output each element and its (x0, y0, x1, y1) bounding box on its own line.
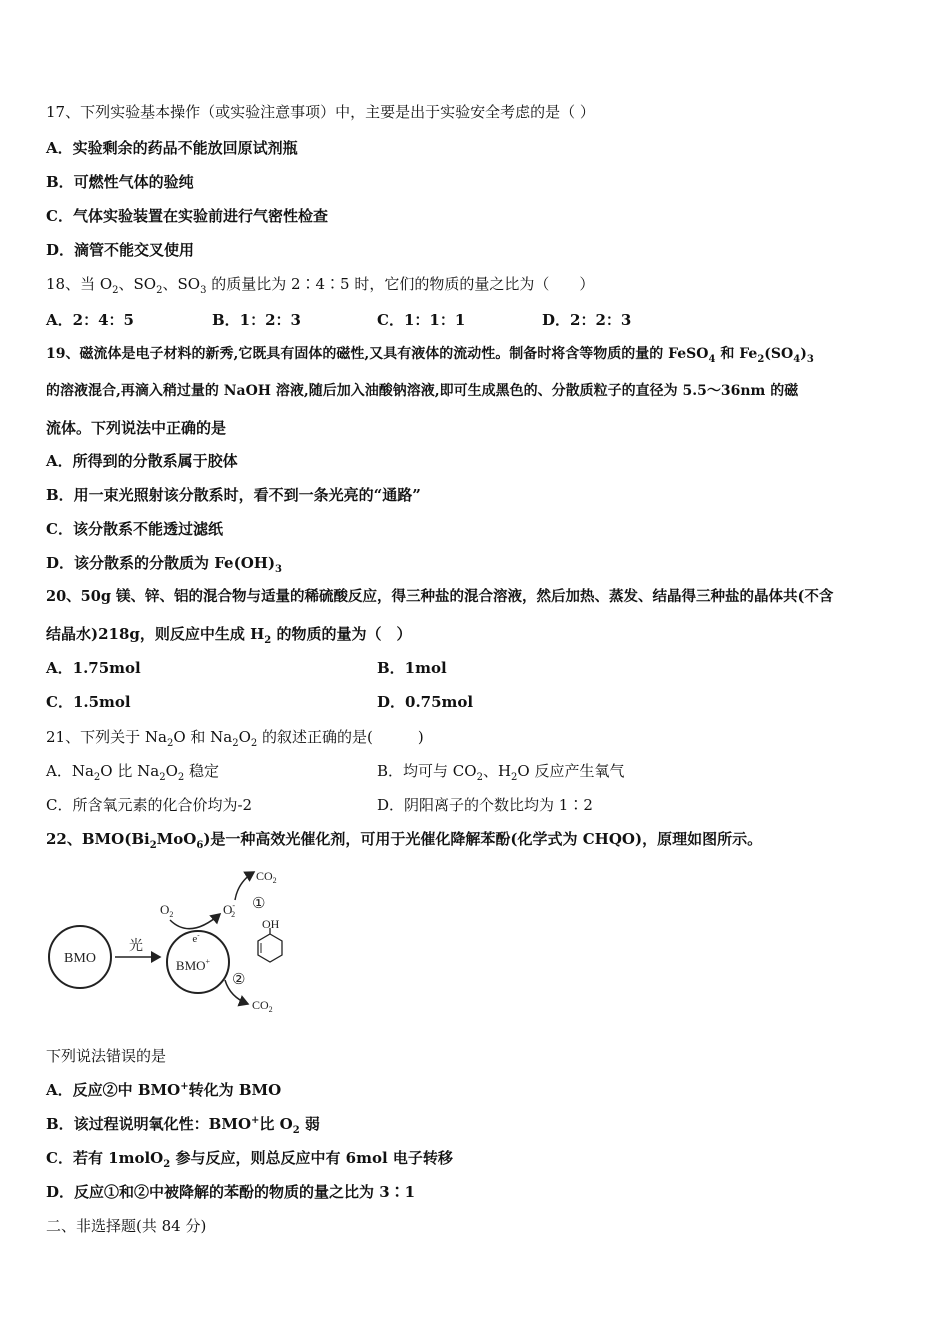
q18-option-d: D．2：2：3 (542, 311, 632, 329)
co2-top-label: $CO_2$ (256, 869, 277, 885)
q19-stem-line1: 19、磁流体是电子材料的新秀,它既具有固体的磁性,又具有液体的流动性。制备时将含等物质的量的 FeSO$_4$ 和 $Fe_2(SO_4)_3$ (46, 346, 814, 365)
q19-option-c: C．该分散系不能透过滤纸 (46, 520, 223, 538)
step1-marker: ① (252, 896, 266, 912)
q19-stem-line2: 的溶液混合,再滴入稍过量的 NaOH 溶液,随后加入油酸钠溶液,即可生成黑色的、分散质粒子的直径为 5.5～36nm 的磁 (46, 383, 799, 399)
q18-option-a: A．2：4：5 (46, 311, 134, 329)
q17-option-b: B．可燃性气体的验纯 (46, 173, 194, 191)
section-2-heading: 二、非选择题(共 84 分) (46, 1217, 207, 1235)
q19-option-a: A．所得到的分散系属于胶体 (46, 452, 238, 470)
o2-label: $O_2$ (160, 902, 174, 919)
q22-prompt: 下列说法错误的是 (46, 1047, 167, 1065)
q21-option-d: D．阴阳离子的个数比均为 1∶2 (377, 796, 593, 814)
step2-marker: ② (232, 972, 246, 988)
bmo-label: BMO (64, 951, 96, 966)
q20-option-c: C．1.5mol (46, 693, 131, 711)
q19-stem-line3: 流体。下列说法中正确的是 (46, 419, 227, 437)
q20-option-d: D．0.75mol (377, 693, 474, 711)
q17-option-c: C．气体实验装置在实验前进行气密性检查 (46, 207, 328, 225)
q22-option-a: A．反应②中 BMO+转化为 BMO (46, 1081, 282, 1099)
o2-minus-label: O-2 (223, 901, 236, 919)
q21-stem: 21、下列关于 $Na_2O$ 和 $Na_2O_2$ 的叙述正确的是( ) (46, 728, 424, 749)
q21-option-a: A．$Na_2O$ 比 $Na_2O_2$ 稳定 (46, 762, 220, 783)
q22-option-b: B．该过程说明氧化性：BMO+比 $O_2$ 弱 (46, 1115, 320, 1136)
photocatalysis-diagram (40, 862, 300, 1022)
q21-option-c: C．所含氧元素的化合价均为-2 (46, 796, 253, 814)
bmo-plus-label: BMO+ (175, 957, 211, 973)
o2-arrow (170, 914, 220, 929)
phenol-ring (258, 934, 282, 962)
electron-label: e- (192, 931, 200, 945)
q17-option-d: D．滴管不能交叉使用 (46, 241, 195, 259)
q22-option-c: C．若有 1molO$_2$ 参与反应，则总反应中有 6mol 电子转移 (46, 1149, 453, 1170)
light-label: 光 (129, 939, 143, 954)
q18-stem: 18、当 $O_2$、$SO_2$、$SO_3$ 的质量比为 2∶4∶5 时，它们的物质的量之比为（ ） (46, 275, 595, 296)
q20-stem-line1: 20、50g 镁、锌、铝的混合物与适量的稀硫酸反应，得三种盐的混合溶液，然后加热、蒸发、结晶得三种盐的晶体共(不含 (46, 588, 834, 605)
q20-option-b: B．1mol (377, 659, 447, 677)
q18-option-b: B．1：2：3 (212, 311, 301, 329)
q20-option-a: A．1.75mol (46, 659, 141, 677)
co2-bottom-label: $CO_2$ (252, 998, 273, 1014)
q21-option-b: B．均可与 $CO_2$、$H_2O$ 反应产生氧气 (377, 762, 625, 783)
q17-stem: 17、下列实验基本操作（或实验注意事项）中，主要是出于实验安全考虑的是（ ） (46, 103, 595, 121)
q22-stem: 22、$BMO(Bi_2MoO_6)$是一种高效光催化剂，可用于光催化降解苯酚(化学式为 CHQO)，原理如图所示。 (46, 830, 763, 851)
q19-option-d: D．该分散系的分散质为 $Fe(OH)_3$ (46, 554, 283, 575)
oh-label: OH (262, 917, 280, 931)
q19-option-b: B．用一束光照射该分散系时，看不到一条光亮的“通路” (46, 486, 421, 504)
q20-stem-line2: 结晶水)218g，则反应中生成 $H_2$ 的物质的量为（ ） (46, 625, 412, 646)
q17-option-a: A．实验剩余的药品不能放回原试剂瓶 (46, 139, 298, 157)
q18-option-c: C．1：1：1 (377, 311, 466, 329)
q22-option-d: D．反应①和②中被降解的苯酚的物质的量之比为 3∶1 (46, 1183, 416, 1201)
